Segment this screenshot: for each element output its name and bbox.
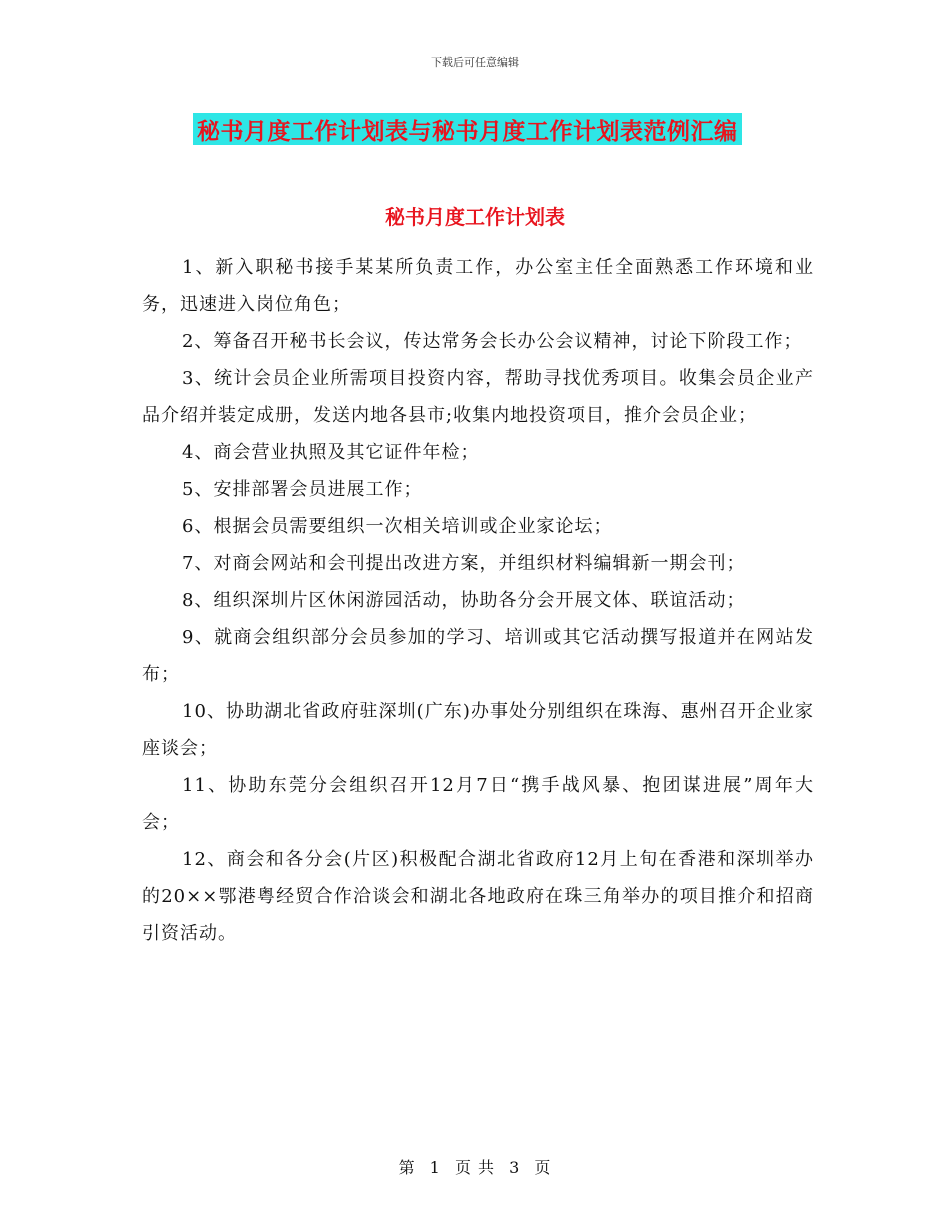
- paragraph-7: 7、对商会网站和会刊提出改进方案，并组织材料编辑新一期会刊；: [182, 553, 746, 574]
- paragraph-5: 5、安排部署会员进展工作；: [182, 479, 423, 500]
- footer-suffix: 页: [534, 1158, 552, 1177]
- footer-current-page: 1: [429, 1158, 441, 1177]
- footer-middle: 页 共: [454, 1158, 496, 1177]
- footer-prefix: 第: [398, 1158, 416, 1177]
- page-footer: [0, 1155, 950, 1178]
- paragraph-2: 2、筹备召开秘书长会议，传达常务会长办公会议精神，讨论下阶段工作；: [182, 331, 803, 352]
- paragraph-6: 6、根据会员需要组织一次相关培训或企业家论坛；: [182, 516, 613, 537]
- section-title: 秘书月度工作计划表: [385, 205, 565, 229]
- paragraph-12: 12、商会和各分会(片区)积极配合湖北省政府12月上旬在香港和深圳举办的20××鄂港粤经贸合作洽谈会和湖北各地政府在珠三角举办的项目推介和招商引资活动。: [142, 849, 814, 944]
- page-header-note: 下载后可任意编辑: [431, 56, 519, 69]
- paragraph-1: 1、新入职秘书接手某某所负责工作，办公室主任全面熟悉工作环境和业务，迅速进入岗位角色；: [142, 257, 814, 315]
- main-title: 秘书月度工作计划表与秘书月度工作计划表范例汇编: [197, 117, 738, 145]
- main-title-highlight: [193, 113, 742, 145]
- paragraph-3: 3、统计会员企业所需项目投资内容，帮助寻找优秀项目。收集会员企业产品介绍并装定成册，发送内地各县市;收集内地投资项目，推介会员企业；: [142, 368, 814, 426]
- footer-total-pages: 3: [509, 1158, 521, 1177]
- paragraph-9: 9、就商会组织部分会员参加的学习、培训或其它活动撰写报道并在网站发布；: [142, 627, 814, 685]
- paragraph-4: 4、商会营业执照及其它证件年检；: [182, 442, 480, 463]
- paragraph-11: 11、协助东莞分会组织召开12月7日“携手战风暴、抱团谋进展”周年大会；: [142, 775, 814, 833]
- paragraph-10: 10、协助湖北省政府驻深圳(广东)办事处分别组织在珠海、惠州召开企业家座谈会；: [142, 701, 814, 759]
- paragraph-8: 8、组织深圳片区休闲游园活动，协助各分会开展文体、联谊活动；: [182, 590, 746, 611]
- document-body: [142, 249, 814, 952]
